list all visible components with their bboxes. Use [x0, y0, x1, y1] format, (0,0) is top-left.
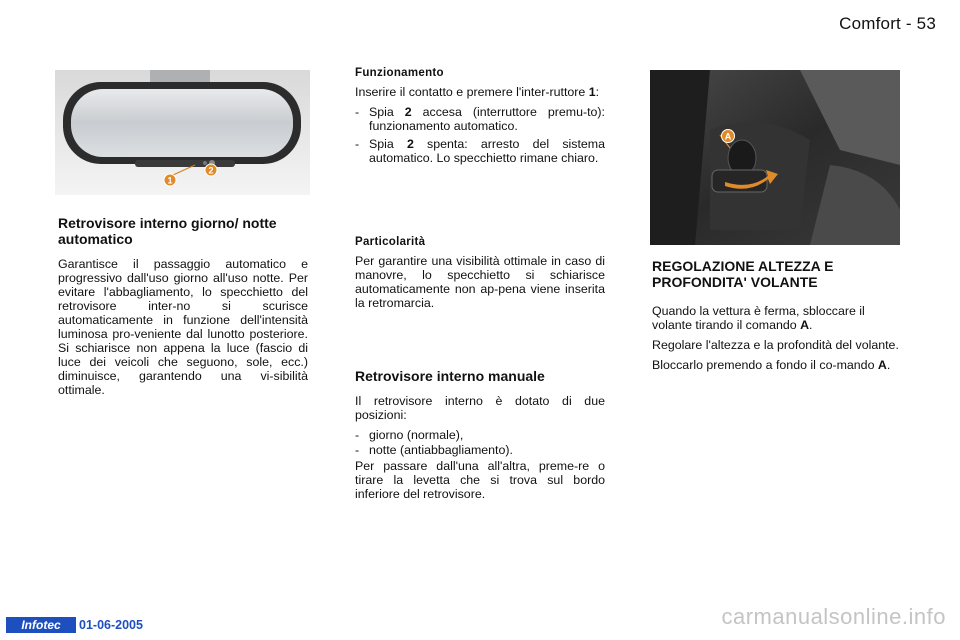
right-paragraph-1: Quando la vettura è ferma, sbloccare il volante tirando il comando A. [652, 304, 865, 332]
infotec-badge: Infotec [6, 617, 76, 633]
right-paragraph-2: Regolare l'altezza e la profondità del volante. [652, 338, 899, 352]
right-heading: REGOLAZIONE ALTEZZA E PROFONDITA' VOLANTE [652, 258, 834, 290]
funzionamento-list [355, 105, 605, 165]
label-a: A [724, 131, 732, 142]
middle-column-top [355, 66, 605, 169]
manual-body: Per passare dall'una all'altra, preme-re o tirare la levetta che si trova sul bordo inferiore del retrovisore. [355, 459, 605, 501]
particolarita-heading: Particolarità [355, 236, 426, 248]
particolarita-body: Per garantire una visibilità ottimale in caso di manovre, lo specchietto si schiarisce automaticamente non ap-pena viene inserita la retromarcia. [355, 254, 605, 310]
funzionamento-intro: Inserire il contatto e premere l'inter-ruttore 1: [355, 85, 600, 99]
manual-heading: Retrovisore interno manuale [355, 368, 545, 384]
middle-column-particolarita [355, 235, 605, 316]
list-item: - Spia 2 spenta: arresto del sistema automatico. Lo specchietto rimane chiaro. [355, 137, 606, 165]
middle-column-manual [355, 368, 605, 507]
right-paragraph-3: Bloccarlo premendo a fondo il co-mando A. [652, 358, 891, 372]
right-column [652, 258, 904, 378]
left-body: Garantisce il passaggio automatico e progressivo dall'uso giorno all'uso notte. Per evitare l'abbagliamento, lo specchietto del retrovisore inter-no si scurisce automaticamente in funzione dell'intensità luminosa pro-veniente dal lunotto posteriore. Si schiarisce non appena la luce (fascio di luce dei veicoli che seguono, sole, ecc.) diminuisce, garantendo una vi-sibilità ottimale. [58, 257, 308, 397]
mirror-indicator [203, 161, 207, 165]
mirror-glass [71, 89, 293, 157]
manual-list [355, 428, 605, 457]
left-heading: Retrovisore interno giorno/ notte automatico [58, 215, 277, 247]
manual-intro: Il retrovisore interno è dotato di due posizioni: [355, 394, 605, 422]
list-item: - Spia 2 accesa (interruttore premu-to): funzionamento automatico. [355, 105, 605, 133]
left-column [58, 215, 308, 403]
page-header: Comfort - 53 [839, 14, 936, 33]
steering-column-image [650, 70, 900, 245]
list-item: - giorno (normale), [355, 428, 464, 442]
rearview-mirror-image [55, 70, 310, 195]
watermark: carmanualsonline.info [721, 604, 946, 629]
list-item: - notte (antiabbagliamento). [355, 443, 513, 457]
footer-date: 01-06-2005 [79, 618, 143, 632]
label-1: 1 [167, 175, 173, 186]
label-2: 2 [208, 165, 214, 176]
funzionamento-heading: Funzionamento [355, 67, 444, 79]
